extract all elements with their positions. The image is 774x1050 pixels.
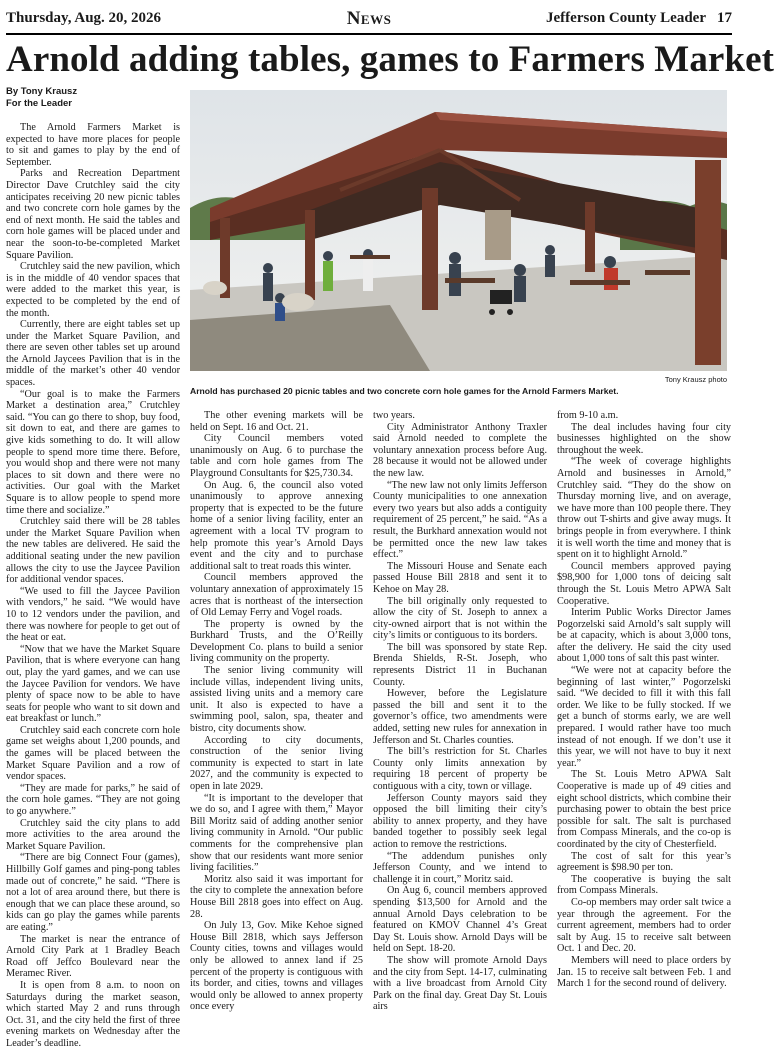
article-paragraph: The senior living community will include villas, independent living units, assisted living units and a memory care unit. It also is expected to have a swimming pool, salon, spa, theater and bistro, city documents show. [190,665,363,735]
article-paragraph: On Aug 6, council members approved spending $13,500 for Arnold and the annual Arnold Days celebration to be featured on KMOV Channel 4’s Great Day St. Louis show. Arnold Days will be held on Sept. 18-20. [373,885,547,955]
article-paragraph: Crutchley said the city plans to add more activities to the area around the Market Square Pavilion. [6,817,180,852]
article-paragraph: The bill’s restriction for St. Charles County only limits annexation by requiring 18 percent of property be contiguous with a city, town or village. [373,746,547,792]
article-paragraph: Interim Public Works Director James Pogorzelski said Arnold’s salt supply will be at capacity, which is about 3,000 tons, after the delivery. He said the city used about 1,000 tons of salt this past winter. [557,607,731,665]
photo-caption: Arnold has purchased 20 picnic tables and two concrete corn hole games for the Arnold Farmers Market. [190,386,619,396]
headline: Arnold adding tables, games to Farmers Market [6,39,774,80]
article-paragraph: The property is owned by the Burkhard Trusts, and the O’Reilly Development Co. plans to build a senior living community on the property. [190,618,363,665]
article-paragraph: “Now that we have the Market Square Pavilion, that is where everyone can hang out, play the yard games, and we can use the Jaycee Pavilion for vendors. We have plenty of space now to be able to have seats for people who want to sit down and eat breakfast or lunch.” [6,643,180,725]
article-column-3 [373,410,547,1013]
article-paragraph: The cost of salt for this year’s agreement is $98.90 per ton. [557,850,731,874]
article-paragraph: The market is near the entrance of Arnold City Park at 1 Bradley Beach Road off Jeffco Boulevard near the Meramec River. [6,933,180,980]
article-paragraph: The bill was sponsored by state Rep. Brenda Shields, R-St. Joseph, who represents District 11 in Buchanan County. [373,641,547,688]
article-paragraph: Crutchley said the new pavilion, which is in the middle of 40 vendor spaces that were added to the market this year, is expected to be completed by the end of the month. [6,261,180,319]
article-paragraph: The show will promote Arnold Days and the city from Sept. 14-17, culminating with a live broadcast from Arnold City Park on the final day. Great Day St. Louis airs [373,954,547,1013]
article-paragraph: “Our goal is to make the Farmers Market a destination area,” Crutchley said. “You can go there to shop, buy food, sit down to eat, and there are games to give kids something to do. It will allow people to spend more time there. Before, you would shop and there were not many places to sit down and there were no activities. Our goal with the Market Square is to allow people to spend more time there and socialize.” [6,388,180,516]
byline-author: By Tony Krausz [6,86,78,97]
article-paragraph: On July 13, Gov. Mike Kehoe signed House Bill 2818, which says Jefferson County cities, towns and villages would only be allowed to annex land if 25 percent of the property is contiguous with its border, and cities, towns and villages would only be allowed to annex property once every [190,920,363,1013]
byline-affiliation: For the Leader [6,97,72,109]
article-paragraph: According to city documents, construction of the senior living community is expected to start in late 2027, and the community is expected to open in late 2029. [190,734,363,792]
article-paragraph: The Missouri House and Senate each passed House Bill 2818 and sent it to Kehoe on May 28. [373,560,547,595]
article-paragraph: Parks and Recreation Department Director Dave Crutchley said the city anticipates receiving 20 new picnic tables and two concrete corn hole games by the end of next month. He said the tables and corn hole games will be placed under and near the soon-to-be-completed Market Square Pavilion. [6,168,180,261]
article-paragraph: “The addendum punishes only Jefferson County, and we intend to challenge it in court,” Moritz said. [373,850,547,885]
photo-credit: Tony Krausz photo [664,375,727,384]
article-paragraph: Moritz also said it was important for the city to complete the annexation before House Bill 2818 goes into effect on Aug. 28. [190,873,363,920]
article-paragraph: Council members approved the voluntary annexation of approximately 15 acres that is northeast of the intersection of Old Lemay Ferry and Vogel roads. [190,572,363,619]
article-paragraph: “There are big Connect Four (games), Hillbilly Golf games and ping-pong tables made out of concrete,” he said. “There is not a lot of area around there, but there is enough that we can place these around, so kids can go play the games while parents are eating.” [6,852,180,933]
page-number: 17 [717,10,732,26]
article-paragraph: City Administrator Anthony Traxler said Arnold needed to complete the voluntary annexation process before Aug. 28 because it would not be allowed under the new law. [373,421,547,479]
article-paragraph: The Arnold Farmers Market is expected to have more places for people to sit and games to play by the end of September. [6,122,180,168]
article-paragraph: Jefferson County mayors said they opposed the bill limiting their city’s ability to annex property, and they have banded together to possibly seek legal action to remove the restrictions. [373,792,547,850]
article-paragraph: two years. [373,410,415,421]
article-paragraph: The deal includes having four city businesses highlighted on the show throughout the week. [557,421,731,456]
article-column-1 [6,122,180,1049]
article-paragraph: from 9-10 a.m. [557,410,619,421]
article-paragraph: “The week of coverage highlights Arnold and businesses in Arnold,” Crutchley said. “They do the show on Thursday morning live, and on average, we have more than 100 people there. They throw out T-shirts and give away mugs. It brings people in from everywhere. I think it is well worth the time and money that is spent on it to highlight Arnold.” [557,456,731,561]
article-paragraph: The bill originally only requested to allow the city of St. Joseph to annex a city-owned airport that is not within the city’s limits or contiguous to its borders. [373,595,547,642]
article-paragraph: On Aug. 6, the council also voted unanimously to approve annexing property that is expected to be the future home of a senior living facility, enter an agreement with a local TV program to help promote this year’s Arnold Days event and the city and to purchase additional salt to treat roads this winter. [190,479,363,572]
article-paragraph: The other evening markets will be held on Sept. 16 and Oct. 21. [190,410,363,433]
header-rule [6,33,732,35]
article-paragraph: City Council members voted unanimously on Aug. 6 to purchase the table and corn hole games from The Playground Consultants for $25,730.34. [190,433,363,479]
article-paragraph: The St. Louis Metro APWA Salt Cooperative is made up of 49 cities and eight school districts, which combine their purchasing power to obtain the best price possible for salt. The salt is purchased from Compass Minerals, and the co-op is coordinated by the city of Chesterfield. [557,769,731,850]
issue-date: Thursday, Aug. 20, 2026 [6,10,162,26]
article-paragraph: It is open from 8 a.m. to noon on Saturdays during the market season, which started May 2 and runs through Oct. 31, and the city held the first of three evening markets on Wednesday after the Leader’s deadline. [6,979,180,1049]
article-paragraph: “It is important to the developer that we do so, and I agree with them,” Mayor Bill Moritz said of adding another senior living community in Arnold. “Our public comments for the comprehensive plan show that our residents want more senior living facilities.” [190,792,363,874]
pavilion-photo [190,90,727,371]
newspaper-name: Jefferson County Leader [546,10,706,26]
article-paragraph: However, before the Legislature passed the bill and sent it to the governor’s office, two amendments were added, setting new rules for annexation in Jefferson and St. Charles counties. [373,688,547,746]
article-paragraph: “They are made for parks,” he said of the corn hole games. “They are not going to go anywhere.” [6,782,180,818]
article-paragraph: Members will need to place orders by Jan. 15 to receive salt between Feb. 1 and March 1 for the second round of delivery. [557,954,731,990]
article-paragraph: Crutchley said there will be 28 tables under the Market Square Pavilion when the new tables are delivered. He said the additional seating under the new pavilion allows the city to use the Jaycee Pavilion for additional vendor spaces. [6,516,180,586]
article-paragraph: Co-op members may order salt twice a year through the agreement. For the current agreement, members had to order salt by Aug. 15 to receive salt between Oct. 1 and Dec. 20. [557,896,731,955]
article-column-2 [190,410,363,1013]
article-paragraph: “The new law not only limits Jefferson County municipalities to one annexation every two years but also adds a contiguity requirement of 25 percent,” he said. “As a result, the Burkhard annexation would not be permitted once the new law takes effect.” [373,479,547,561]
article-paragraph: Currently, there are eight tables set up under the Market Square Pavilion, and there are seven other tables set up around the Arnold Jaycees Pavilion that is in the middle of the market’s other 40 vendor spaces. [6,319,180,389]
article-paragraph: “We used to fill the Jaycee Pavilion with vendors,” he said. “We would have 10 to 12 vendors under the pavilion, and there was nowhere for people to get out of the heat or eat. [6,585,180,644]
article-paragraph: Crutchley said each concrete corn hole game set weighs about 1,200 pounds, and the games will be placed between the Market Square Pavilion and a row of vendor spaces. [6,724,180,783]
article-paragraph: Council members approved paying $98,900 for 1,000 tons of deicing salt through the St. Louis Metro APWA Salt Cooperative. [557,560,731,607]
section-name: News [346,8,392,29]
article-paragraph: “We were not at capacity before the beginning of last winter,” Pogorzelski said. “We decided to fill it with this fall order. We like to be fully stocked. If we get a bunch of storms early, we are well prepared. I would rather have too much instead of not enough. If we don’t use it this year, we will not have to buy it next year.” [557,665,731,769]
byline [6,86,186,109]
article-column-4 [557,410,731,990]
article-paragraph: The cooperative is buying the salt from Compass Minerals. [557,873,731,897]
